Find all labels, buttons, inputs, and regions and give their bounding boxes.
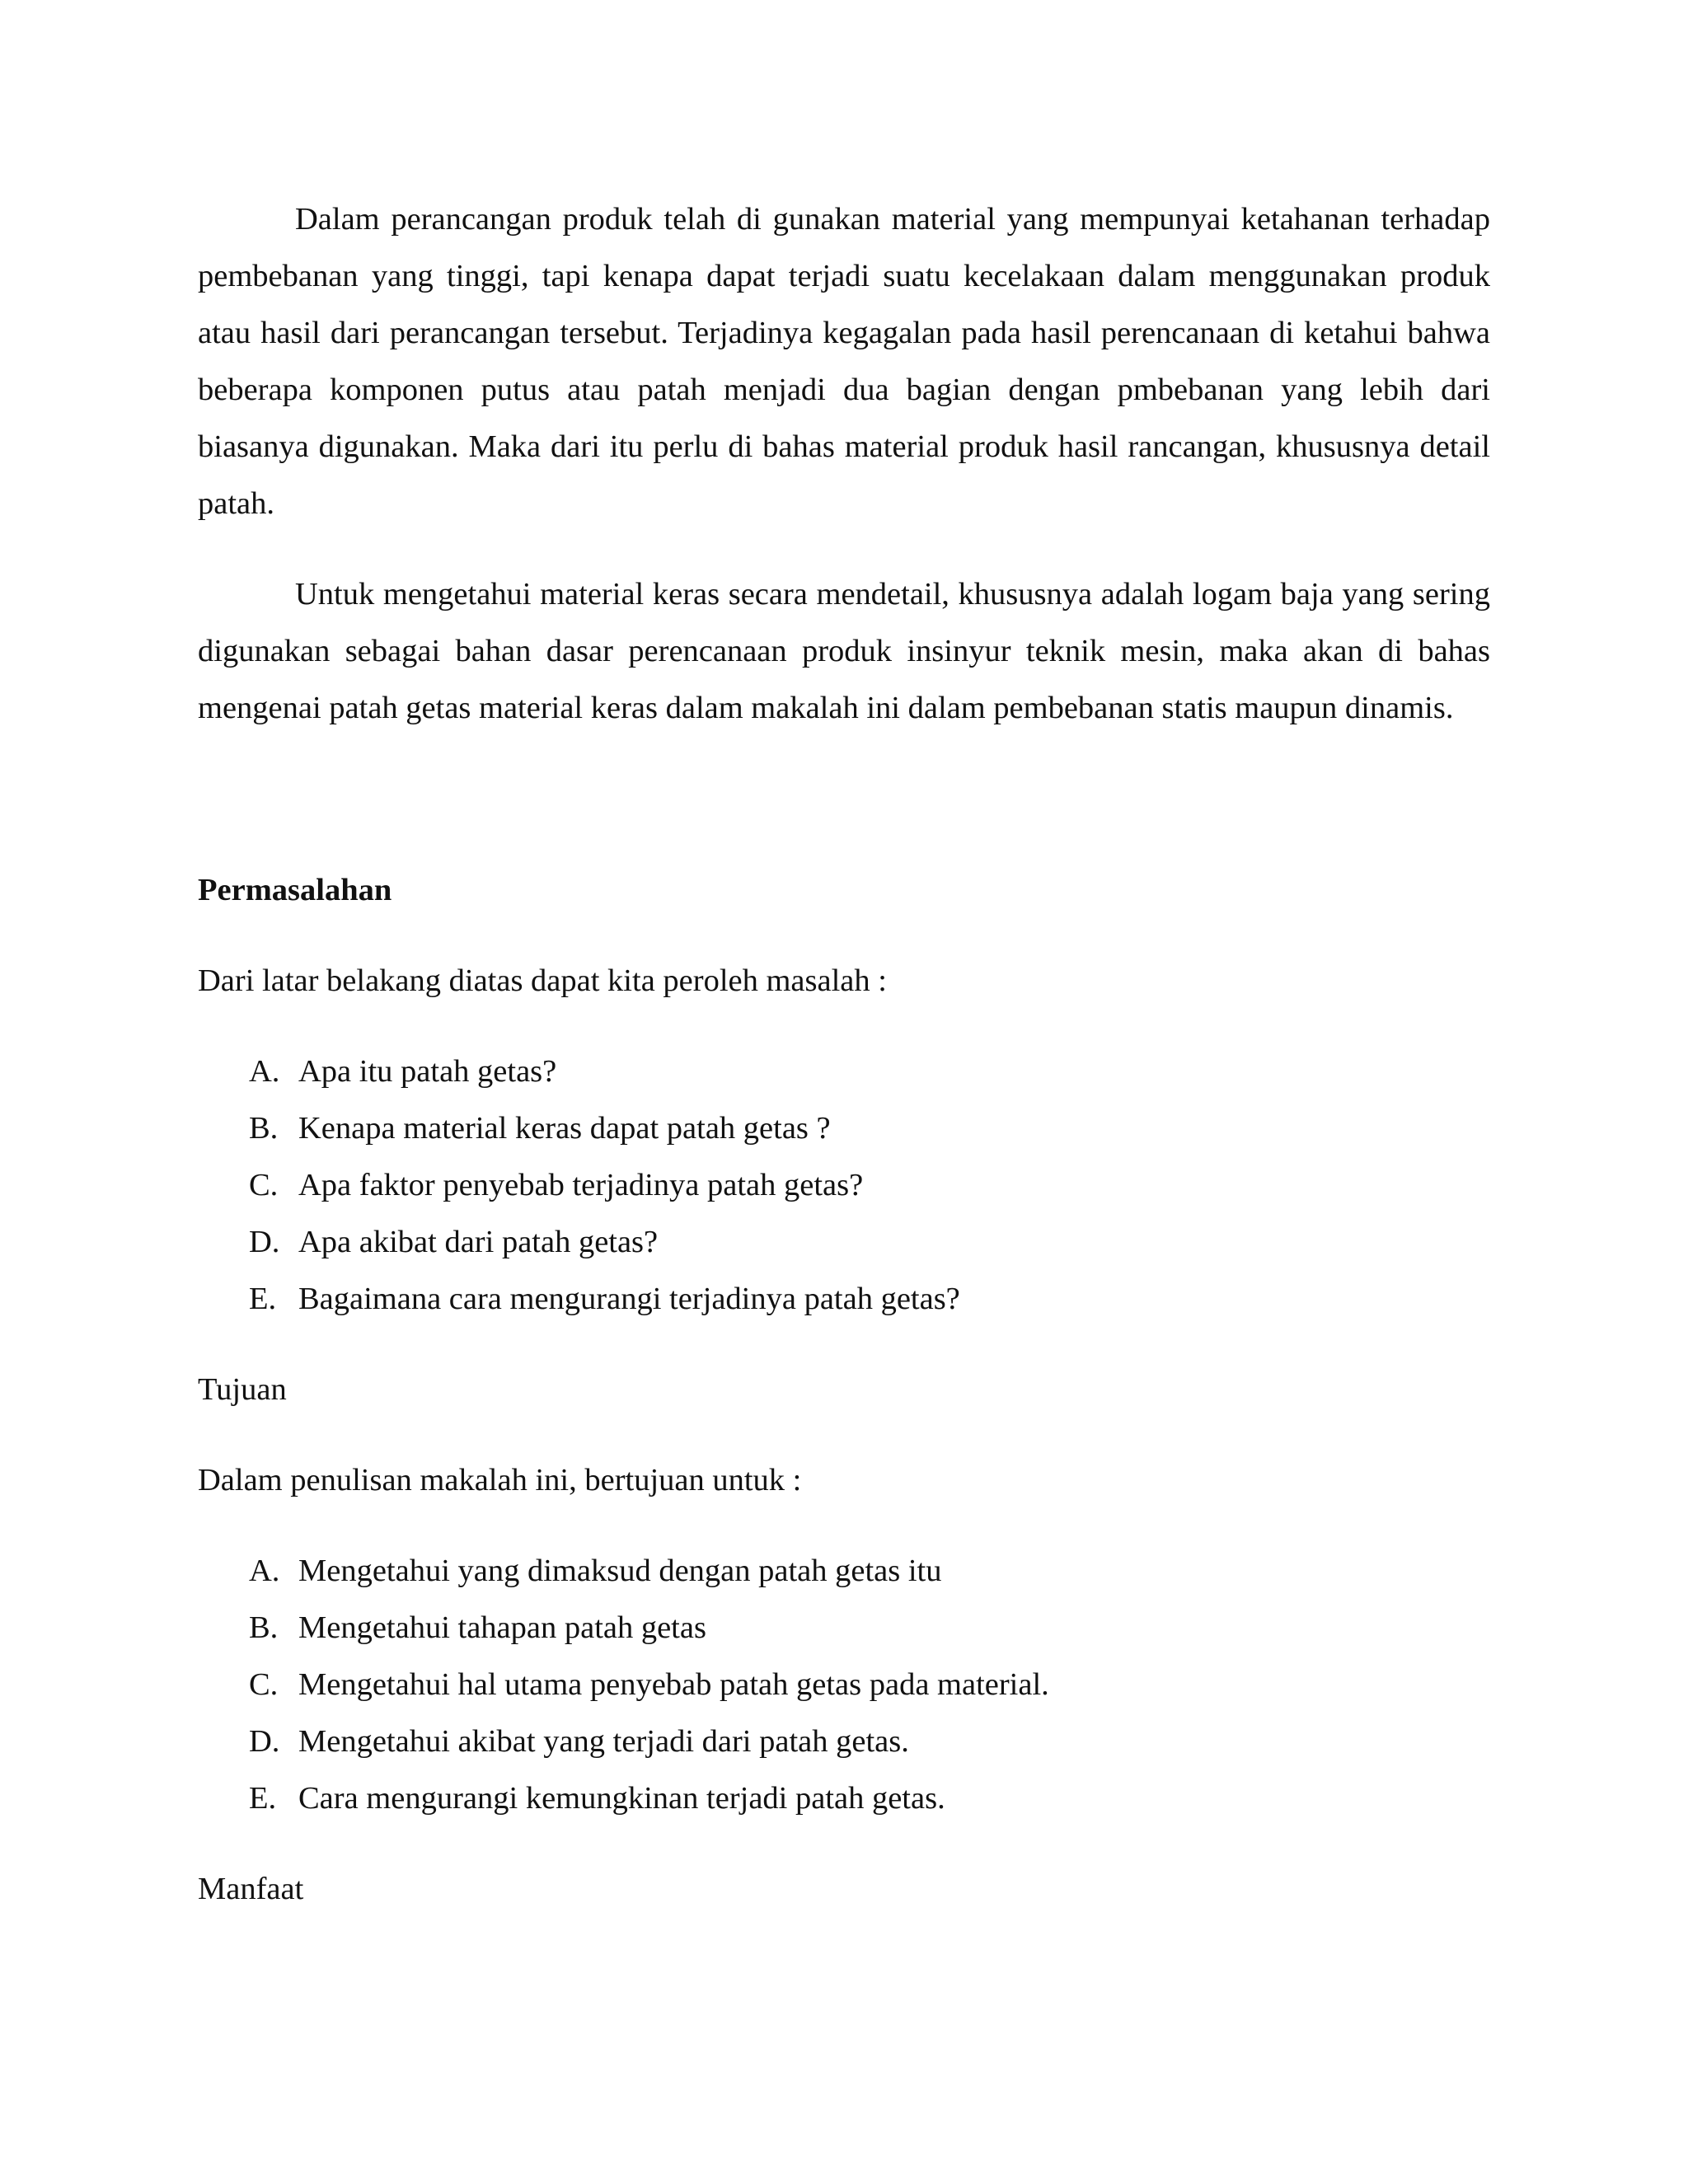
list-item-text: Mengetahui tahapan patah getas xyxy=(298,1610,706,1645)
list-item-text: Cara mengurangi kemungkinan terjadi patah getas. xyxy=(298,1781,945,1816)
list-item-text: Apa itu patah getas? xyxy=(298,1054,557,1089)
paragraph-scope: Untuk mengetahui material keras secara mendetail, khususnya adalah logam baja yang sering digunakan sebagai bahan dasar perencanaan produk insinyur teknik mesin, maka akan di bahas mengenai patah getas material keras dalam makalah ini dalam pembebanan statis maupun dinamis. xyxy=(198,577,1490,725)
heading-permasalahan: Permasalahan xyxy=(198,873,392,907)
document-body xyxy=(198,191,1490,1918)
list-marker: D. xyxy=(249,1225,280,1259)
tujuan-intro: Dalam penulisan makalah ini, bertujuan untuk : xyxy=(198,1463,802,1497)
list-marker: D. xyxy=(249,1724,280,1759)
list-marker: A. xyxy=(249,1554,280,1588)
list-marker: E. xyxy=(249,1781,277,1816)
list-item xyxy=(249,1600,1490,1657)
list-marker: E. xyxy=(249,1282,277,1316)
list-item xyxy=(249,1657,1490,1713)
permasalahan-list xyxy=(198,1043,1490,1328)
list-marker: B. xyxy=(249,1610,279,1645)
list-item-text: Mengetahui hal utama penyebab patah getas pada material. xyxy=(298,1667,1049,1702)
list-item xyxy=(249,1543,1490,1600)
list-item-text: Bagaimana cara mengurangi terjadinya patah getas? xyxy=(298,1282,960,1316)
list-item xyxy=(249,1214,1490,1271)
list-item-text: Mengetahui akibat yang terjadi dari patah getas. xyxy=(298,1724,909,1759)
paragraph-background: Dalam perancangan produk telah di gunakan material yang mempunyai ketahanan terhadap pembebanan yang tinggi, tapi kenapa dapat terjadi suatu kecelakaan dalam menggunakan produk atau hasil dari perancangan tersebut. Terjadinya kegagalan pada hasil perencanaan di ketahui bahwa beberapa komponen putus atau patah menjadi dua bagian dengan pmbebanan yang lebih dari biasanya digunakan. Maka dari itu perlu di bahas material produk hasil rancangan, khususnya detail patah. xyxy=(198,202,1490,521)
permasalahan-intro: Dari latar belakang diatas dapat kita peroleh masalah : xyxy=(198,963,887,998)
list-item xyxy=(249,1043,1490,1100)
list-item-text: Apa akibat dari patah getas? xyxy=(298,1225,659,1259)
list-item xyxy=(249,1271,1490,1328)
list-item-text: Mengetahui yang dimaksud dengan patah getas itu xyxy=(298,1554,942,1588)
heading-tujuan: Tujuan xyxy=(198,1372,287,1407)
list-marker: C. xyxy=(249,1168,279,1202)
list-item xyxy=(249,1157,1490,1214)
list-marker: B. xyxy=(249,1111,279,1146)
list-item-text: Kenapa material keras dapat patah getas ? xyxy=(298,1111,831,1146)
list-marker: A. xyxy=(249,1054,280,1089)
list-item xyxy=(249,1713,1490,1770)
list-item-text: Apa faktor penyebab terjadinya patah getas? xyxy=(298,1168,864,1202)
heading-manfaat: Manfaat xyxy=(198,1872,304,1906)
list-item xyxy=(249,1100,1490,1157)
tujuan-list xyxy=(198,1543,1490,1827)
list-marker: C. xyxy=(249,1667,279,1702)
list-item xyxy=(249,1770,1490,1827)
